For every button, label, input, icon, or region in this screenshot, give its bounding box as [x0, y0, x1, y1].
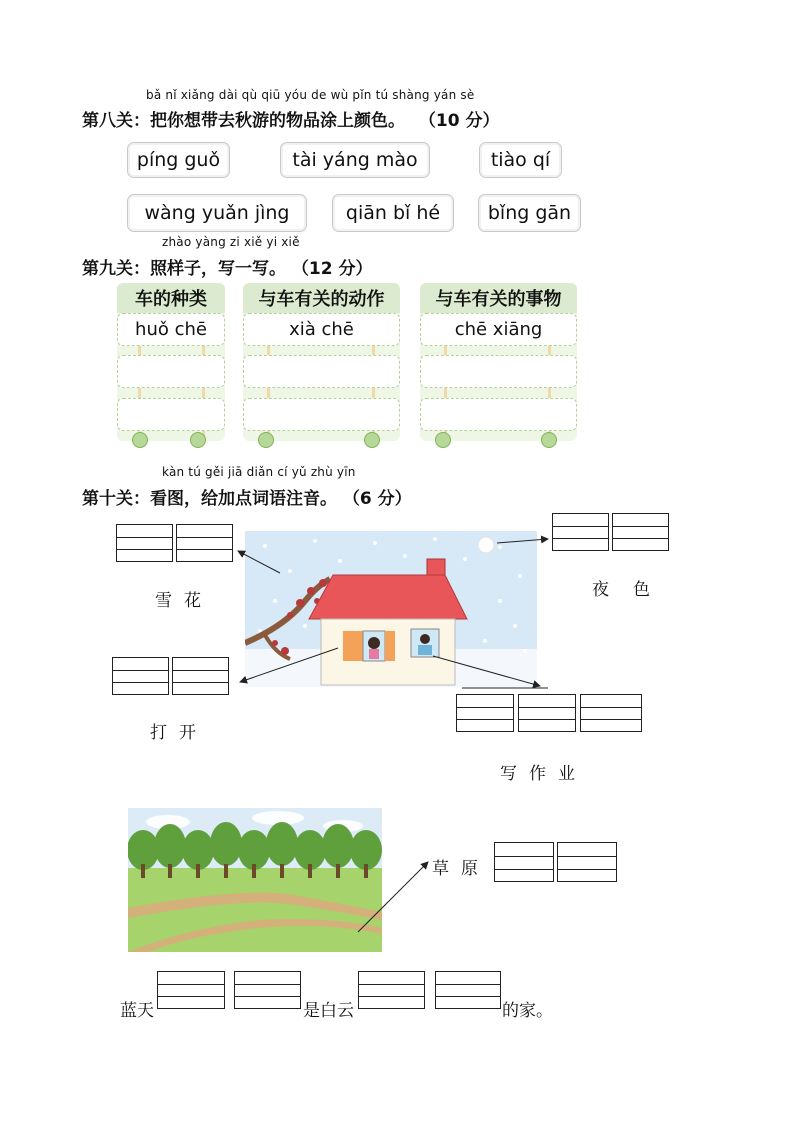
pinyin-grid[interactable]	[552, 513, 609, 551]
cart-wheel	[435, 432, 451, 448]
column-header-vehicle-types: 车的种类	[117, 283, 225, 313]
word-night: 夜色	[592, 580, 674, 600]
item-card-chess[interactable]: tiào qí	[479, 142, 562, 178]
section10-title	[82, 484, 412, 509]
section9-score: （12 分）	[291, 259, 373, 279]
pinyin-grid[interactable]	[112, 657, 169, 695]
example-box: chē xiāng	[420, 313, 577, 346]
section8-score: （10 分）	[418, 111, 500, 131]
pinyin-grid[interactable]	[157, 971, 225, 1009]
pinyin-grid[interactable]	[234, 971, 301, 1009]
pinyin-grid[interactable]	[580, 694, 642, 732]
pinyin-grid[interactable]	[557, 842, 617, 882]
section10-score: （6 分）	[342, 489, 412, 509]
moon	[478, 537, 494, 553]
cart-wheel	[132, 432, 148, 448]
pinyin-grid[interactable]	[358, 971, 425, 1009]
cart-wheel	[258, 432, 274, 448]
pinyin-grid[interactable]	[456, 694, 514, 732]
pinyin-grid[interactable]	[172, 657, 229, 695]
section9-title-text: 第九关：照样子，写一写。	[82, 259, 286, 279]
section9-title	[82, 254, 373, 279]
answer-box[interactable]	[117, 398, 225, 431]
example-box: huǒ chē	[117, 313, 225, 346]
roof	[309, 575, 467, 619]
word-grassland: 草原	[432, 859, 490, 879]
window-shutter	[343, 631, 363, 661]
section10-pinyin: kàn tú gěi jiā diǎn cí yǔ zhù yīn	[162, 465, 356, 479]
section9-pinyin: zhào yàng zi xiě yi xiě	[162, 235, 300, 249]
column-header-vehicle-things: 与车有关的事物	[420, 283, 577, 313]
pinyin-grid[interactable]	[116, 524, 173, 562]
pinyin-grid[interactable]	[176, 524, 233, 562]
section10-title-text: 第十关：看图，给加点词语注音。	[82, 489, 337, 509]
item-card-apple[interactable]: píng guǒ	[127, 142, 230, 178]
item-card-sunhat[interactable]: tài yáng mào	[280, 142, 430, 178]
cart-wheel	[541, 432, 557, 448]
section8-title-text: 第八关：把你想带去秋游的物品涂上颜色。	[82, 111, 405, 131]
grassland-picture	[128, 808, 382, 952]
word-snow: 雪花	[155, 591, 213, 611]
pinyin-grid[interactable]	[612, 513, 669, 551]
section8-pinyin: bǎ nǐ xiǎng dài qù qiū yóu de wù pǐn tú shàng yán sè	[146, 88, 475, 102]
word-homework: 写作业	[500, 764, 587, 784]
sentence-part-2: 是白云	[303, 1001, 354, 1021]
sentence-part-3: 的家。	[502, 1001, 553, 1021]
cart-wheel	[190, 432, 206, 448]
example-box: xià chē	[243, 313, 400, 346]
chimney	[427, 559, 445, 575]
section8-title	[82, 106, 500, 131]
pinyin-grid[interactable]	[494, 842, 554, 882]
answer-box[interactable]	[117, 355, 225, 388]
sentence-part-1: 蓝天	[120, 1001, 154, 1021]
answer-box[interactable]	[243, 355, 400, 388]
answer-box[interactable]	[420, 398, 577, 431]
pinyin-grid[interactable]	[435, 971, 501, 1009]
item-card-telescope[interactable]: wàng yuǎn jìng	[127, 194, 307, 232]
column-header-vehicle-actions: 与车有关的动作	[243, 283, 400, 313]
item-card-pencil-box[interactable]: qiān bǐ hé	[332, 194, 454, 232]
word-open: 打开	[150, 723, 208, 743]
answer-box[interactable]	[243, 398, 400, 431]
cart-wheel	[364, 432, 380, 448]
pinyin-grid[interactable]	[518, 694, 576, 732]
house-picture	[245, 531, 537, 687]
item-card-biscuit[interactable]: bǐng gān	[478, 194, 581, 232]
answer-box[interactable]	[420, 355, 577, 388]
